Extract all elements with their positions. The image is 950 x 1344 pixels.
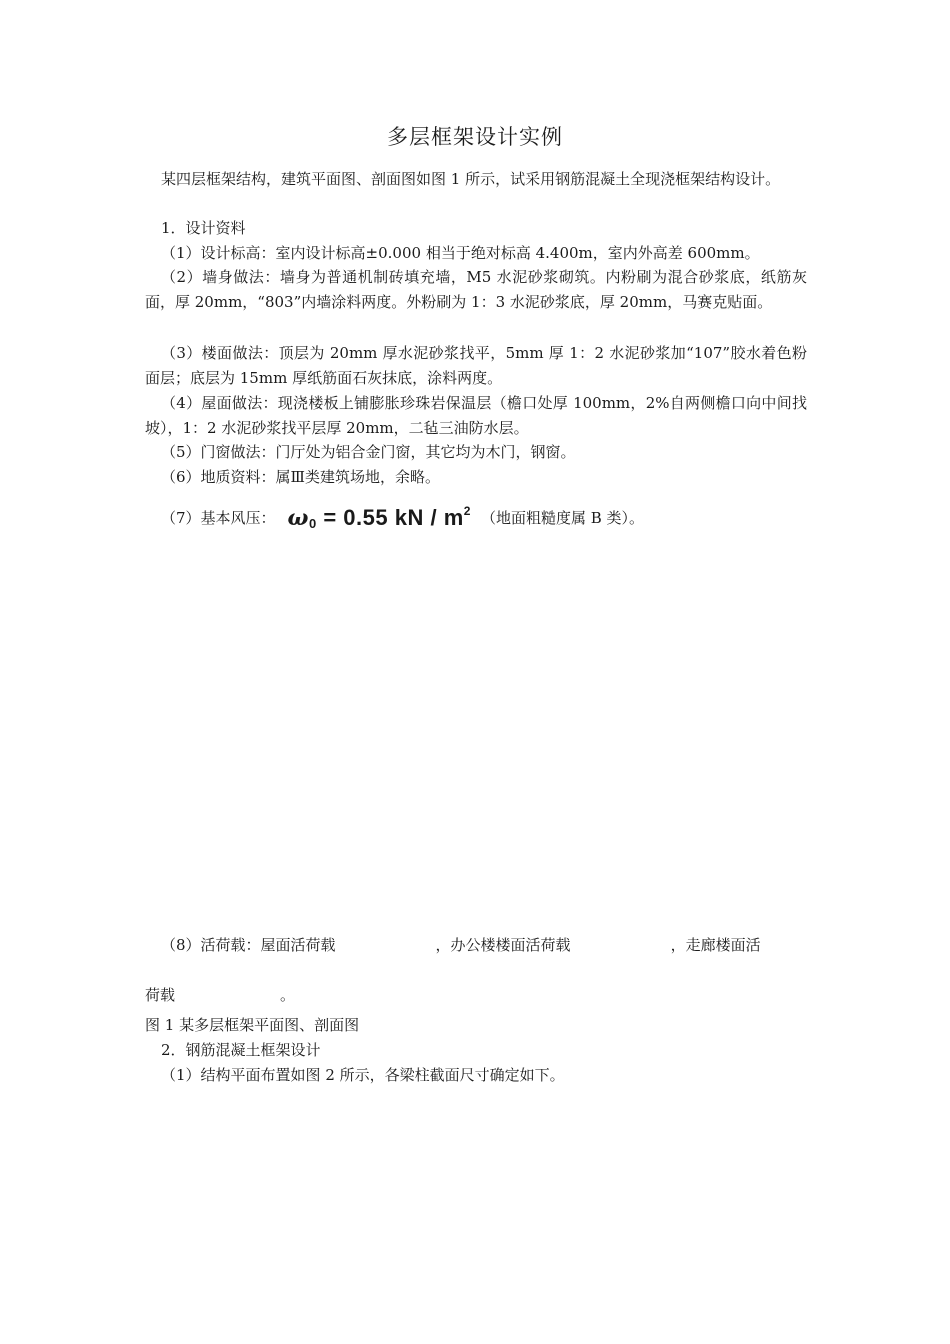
formula-value: = 0.55 kN / m [316,505,464,530]
item-live-load-continued [145,983,807,1008]
item-floor-method: （3）楼面做法：顶层为 20mm 厚水泥砂浆找平，5mm 厚 1：2 水泥砂浆加“107”胶水着色粉面层；底层为 15mm 厚纸筋面石灰抹底，涂料两度。 [145,344,807,387]
item-door-window: （5）门窗做法：门厅处为铝合金门窗，其它均为木门，钢窗。 [161,443,576,461]
figure-caption: 图 1 某多层框架平面图、剖面图 [145,1016,360,1034]
item-live-load [161,933,807,958]
page-title: 多层框架设计实例 [387,125,563,149]
intro-paragraph: 某四层框架结构，建筑平面图、剖面图如图 1 所示，试采用钢筋混凝土全现浇框架结构设计。 [161,170,781,188]
formula-omega: ω [287,505,309,531]
formula-superscript: 2 [463,504,471,518]
live-load-part1: （8）活荷载：屋面活荷载 [161,936,336,954]
item-wall-method: （2）墙身做法：墙身为普通机制砖填充墙，M5 水泥砂浆砌筑。内粉刷为混合砂浆底，纸筋灰面，厚 20mm，“803”内墙涂料两度。外粉刷为 1：3 水泥砂浆底，厚 20mm，马赛克贴面。 [145,268,807,311]
item-design-elevation: （1）设计标高：室内设计标高±0.000 相当于绝对标高 4.400m，室内外高差 600mm。 [161,244,760,262]
wind-pressure-suffix: （地面粗糙度属 B 类）。 [480,509,645,527]
live-load-part4: 荷载 [145,986,176,1004]
wind-pressure-prefix: （7）基本风压： [161,509,276,527]
item-roof-method: （4）屋面做法：现浇楼板上铺膨胀珍珠岩保温层（檐口处厚 100mm，2%自两侧檐口向中间找坡），1：2 水泥砂浆找平层厚 20mm，二毡三油防水层。 [145,394,807,437]
section-heading-frame-design: 2．钢筋混凝土框架设计 [161,1041,321,1059]
live-load-part5: 。 [280,986,296,1004]
item-geology: （6）地质资料：属Ⅲ类建筑场地，余略。 [161,468,441,486]
item-structural-layout: （1）结构平面布置如图 2 所示，各梁柱截面尺寸确定如下。 [161,1066,565,1084]
live-load-part3: ，走廊楼面活 [670,936,761,954]
wind-pressure-formula [288,499,471,537]
section-heading-design-data: 1．设计资料 [161,219,246,237]
formula-subscript: 0 [309,516,317,531]
live-load-part2: ，办公楼楼面活荷载 [435,936,571,954]
item-wind-pressure [161,499,807,537]
